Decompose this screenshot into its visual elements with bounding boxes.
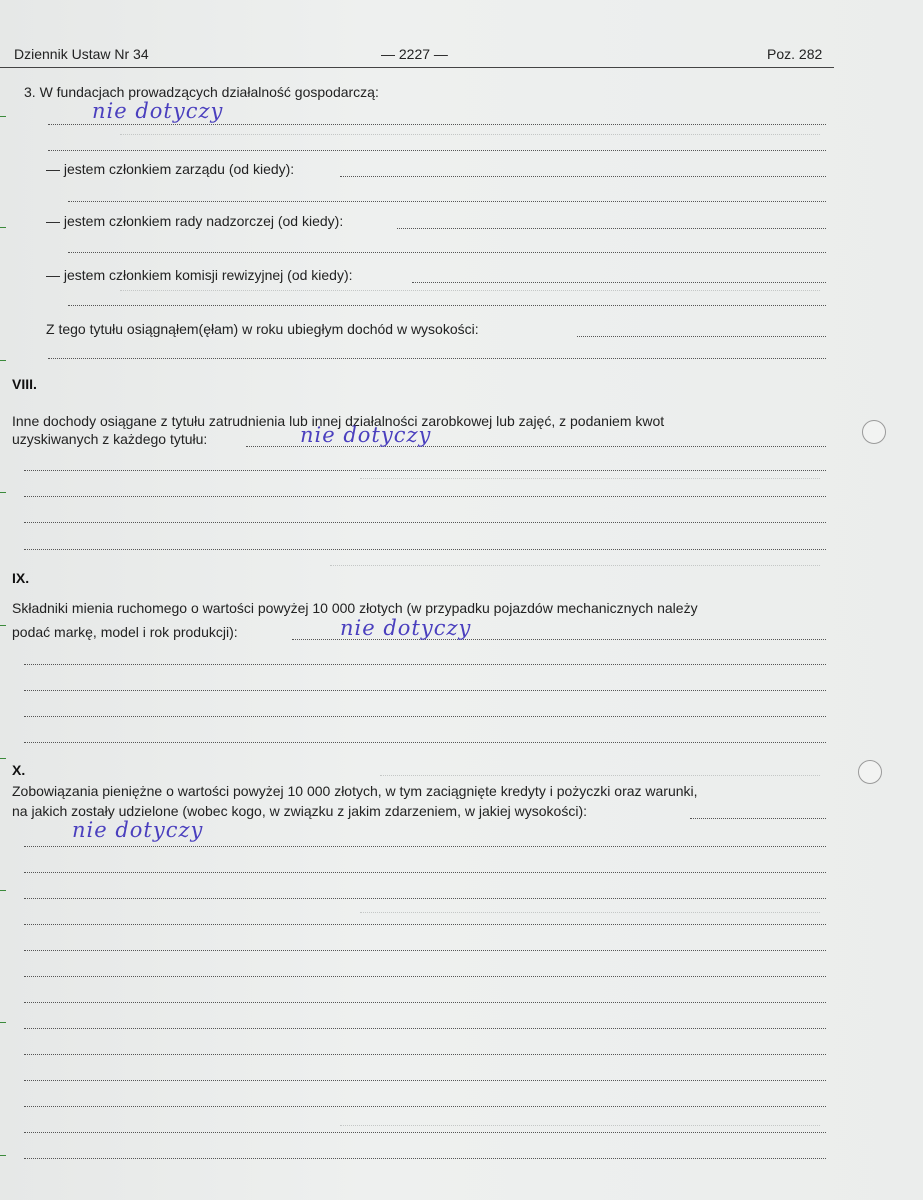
answer-line: [24, 1132, 826, 1133]
bleed-through: [360, 912, 820, 913]
answer-line: [24, 522, 826, 523]
income-label: Z tego tytułu osiągnąłem(ęłam) w roku ubiegłym dochód w wysokości:: [46, 321, 479, 337]
answer-line: [24, 1080, 826, 1081]
bleed-through: [380, 775, 820, 776]
handwritten-answer: nie dotyczy: [72, 818, 204, 842]
handwritten-answer: nie dotyczy: [92, 99, 224, 123]
margin-mark: [0, 625, 6, 626]
margin-mark: [0, 360, 6, 361]
answer-line: [68, 252, 826, 253]
answer-line: [24, 924, 826, 925]
answer-line: [690, 818, 826, 819]
handwritten-answer: nie dotyczy: [300, 423, 432, 447]
punch-hole-icon: [862, 420, 886, 444]
answer-line: [24, 496, 826, 497]
supervisory-member-label: — jestem członkiem rady nadzorczej (od kiedy):: [46, 213, 344, 229]
punch-hole-icon: [858, 760, 882, 784]
margin-mark: [0, 758, 6, 759]
answer-line: [48, 150, 826, 151]
margin-mark: [0, 1022, 6, 1023]
answer-line: [577, 336, 826, 337]
answer-line: [24, 742, 826, 743]
section-x-text: Zobowiązania pieniężne o wartości powyżej 10 000 złotych, w tym zaciągnięte kredyty i pożyczki oraz warunki,: [12, 783, 698, 799]
header-rule: [0, 67, 834, 68]
answer-line: [24, 846, 826, 847]
answer-line: [24, 664, 826, 665]
margin-mark: [0, 1155, 6, 1156]
section3-intro: 3. W fundacjach prowadzących działalność gospodarczą:: [24, 84, 379, 100]
answer-line: [24, 470, 826, 471]
section-ix-text-2: podać markę, model i rok produkcji):: [12, 624, 238, 640]
answer-line: [24, 950, 826, 951]
page-number: — 2227 —: [381, 46, 448, 62]
answer-line: [340, 176, 826, 177]
section-x-text-2: na jakich zostały udzielone (wobec kogo, w związku z jakim zdarzeniem, w jakiej wysokości):: [12, 803, 588, 819]
answer-line: [24, 549, 826, 550]
board-member-label: — jestem członkiem zarządu (od kiedy):: [46, 161, 295, 177]
section-x-heading: X.: [12, 762, 26, 778]
answer-line: [48, 124, 826, 125]
answer-line: [24, 1054, 826, 1055]
bleed-through: [360, 478, 820, 479]
answer-line: [68, 305, 826, 306]
answer-line: [24, 976, 826, 977]
section-viii-text: Inne dochody osiągane z tytułu zatrudnienia lub innej działalności zarobkowej lub zajęć, z podaniem kwot: [12, 413, 665, 429]
answer-line: [24, 690, 826, 691]
section-viii-text-2: uzyskiwanych z każdego tytułu:: [12, 431, 208, 447]
answer-line: [48, 358, 826, 359]
answer-line: [412, 282, 826, 283]
audit-member-label: — jestem członkiem komisji rewizyjnej (od kiedy):: [46, 267, 353, 283]
margin-mark: [0, 890, 6, 891]
answer-line: [24, 1106, 826, 1107]
bleed-through: [120, 290, 820, 291]
handwritten-answer: nie dotyczy: [340, 616, 472, 640]
answer-line: [24, 898, 826, 899]
section-ix-heading: IX.: [12, 570, 30, 586]
bleed-through: [330, 565, 820, 566]
answer-line: [24, 1028, 826, 1029]
answer-line: [24, 716, 826, 717]
margin-mark: [0, 492, 6, 493]
section-ix-text: Składniki mienia ruchomego o wartości powyżej 10 000 złotych (w przypadku pojazdów mechanicznych należy: [12, 600, 698, 616]
bleed-through: [120, 134, 820, 135]
answer-line: [24, 1002, 826, 1003]
answer-line: [68, 201, 826, 202]
answer-line: [397, 228, 826, 229]
answer-line: [24, 872, 826, 873]
position-number: Poz. 282: [767, 46, 823, 62]
answer-line: [24, 1158, 826, 1159]
section-viii-heading: VIII.: [12, 376, 37, 392]
margin-mark: [0, 116, 6, 117]
margin-mark: [0, 227, 6, 228]
bleed-through: [340, 1125, 820, 1126]
journal-title: Dziennik Ustaw Nr 34: [14, 46, 149, 62]
